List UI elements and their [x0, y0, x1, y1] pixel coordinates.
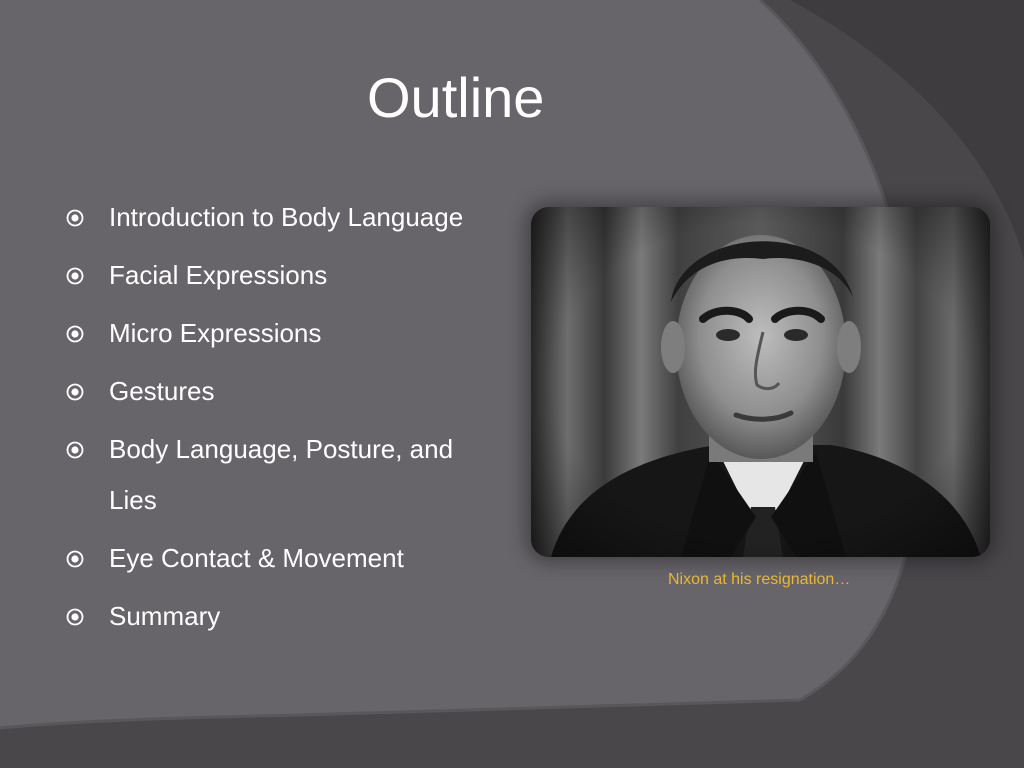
- circled-dot-icon: [66, 209, 84, 227]
- list-item-label: Introduction to Body Language: [109, 202, 464, 232]
- list-item: [66, 308, 506, 359]
- list-item-label: Gestures: [109, 376, 215, 406]
- list-item: [66, 591, 506, 642]
- list-item: [66, 250, 506, 301]
- list-item: [66, 424, 506, 526]
- list-item-label: Summary: [109, 601, 221, 631]
- circled-dot-icon: [66, 608, 84, 626]
- list-item-label: Facial Expressions: [109, 260, 328, 290]
- portrait-photo: [531, 207, 990, 557]
- outline-list: [66, 192, 506, 649]
- list-item-label: Micro Expressions: [109, 318, 322, 348]
- list-item-label: Body Language, Posture, and Lies: [109, 434, 454, 515]
- portrait-image: [531, 207, 990, 557]
- circled-dot-icon: [66, 383, 84, 401]
- circled-dot-icon: [66, 441, 84, 459]
- circled-dot-icon: [66, 550, 84, 568]
- photo-caption: Nixon at his resignation…: [668, 571, 851, 588]
- circled-dot-icon: [66, 267, 84, 285]
- list-item: [66, 366, 506, 417]
- slide-title: Outline: [367, 66, 545, 129]
- list-item-label: Eye Contact & Movement: [109, 543, 404, 573]
- list-item: [66, 192, 506, 243]
- circled-dot-icon: [66, 325, 84, 343]
- list-item: [66, 533, 506, 584]
